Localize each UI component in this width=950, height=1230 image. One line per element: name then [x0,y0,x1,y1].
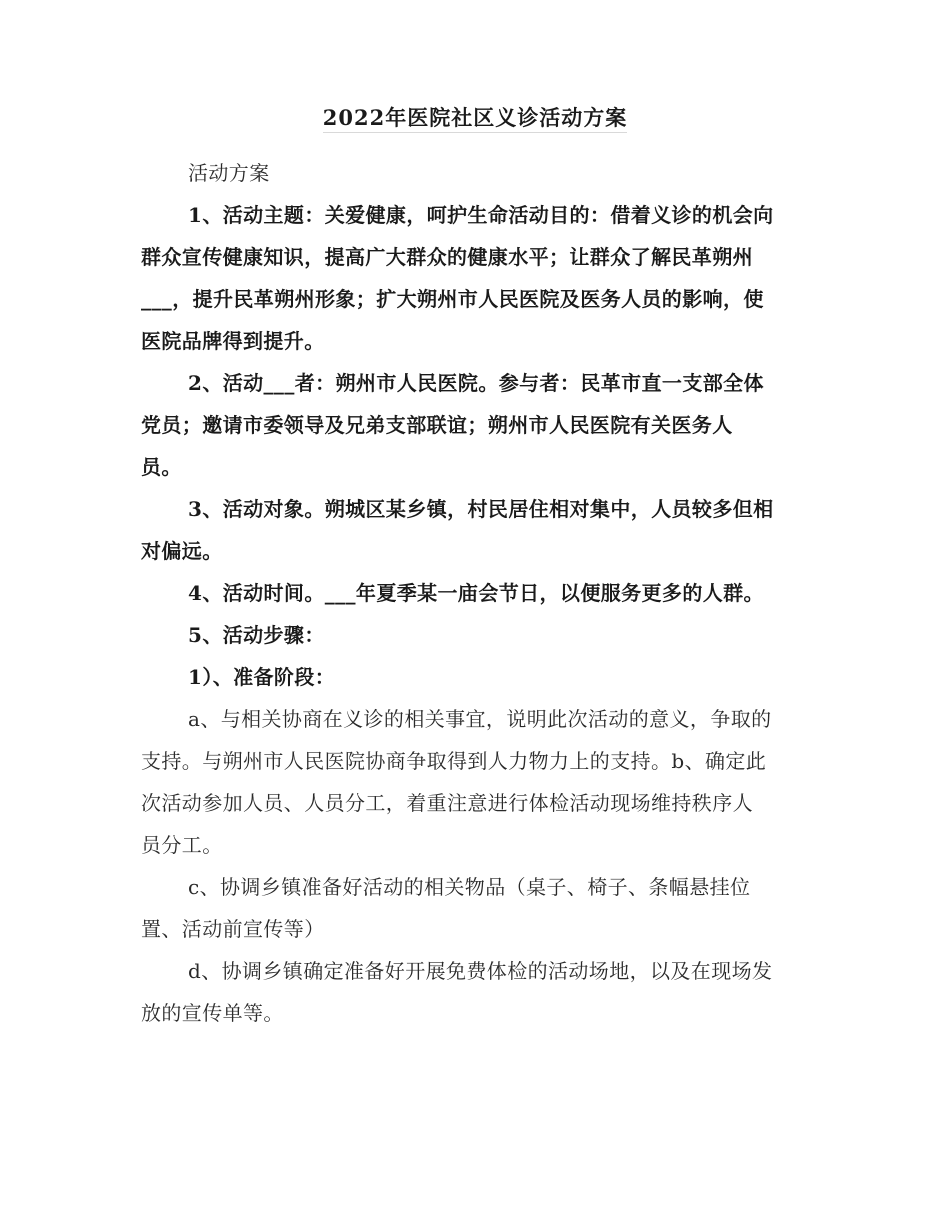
paragraph-line: a、与相关协商在义诊的相关事宜，说明此次活动的意义，争取的 [188,707,772,731]
paragraph-line: ___，提升民革朔州形象；扩大朔州市人民医院及医务人员的影响，使 [141,287,764,311]
paragraph-line: 对偏远。 [141,539,223,563]
document-title-text: 2022年医院社区义诊活动方案 [323,105,627,133]
paragraph-line: 员。 [141,455,182,479]
paragraph-line: 放的宣传单等。 [141,1001,284,1025]
paragraph-line: 医院品牌得到提升。 [141,329,325,353]
paragraph-line: d、协调乡镇确定准备好开展免费体检的活动场地，以及在现场发 [188,959,773,983]
paragraph-line: 4、活动时间。___年夏季某一庙会节日，以便服务更多的人群。 [188,581,764,605]
paragraph-line: 2、活动___者：朔州市人民医院。参与者：民革市直一支部全体 [188,371,764,395]
paragraph-line: 1）、准备阶段： [188,665,336,689]
paragraph-line: 3、活动对象。朔城区某乡镇，村民居住相对集中，人员较多但相 [188,497,774,521]
section-heading: 活动方案 [188,161,270,185]
document-title [0,100,950,136]
paragraph-line: 员分工。 [141,833,223,857]
paragraph-line: 党员；邀请市委领导及兄弟支部联谊；朔州市人民医院有关医务人 [141,413,733,437]
paragraph-line: 支持。与朔州市人民医院协商争取得到人力物力上的支持。b、确定此 [141,749,767,773]
paragraph-line: 5、活动步骤： [188,623,325,647]
paragraph-line: 1、活动主题：关爱健康，呵护生命活动目的：借着义诊的机会向 [188,203,774,227]
paragraph-line: 置、活动前宣传等） [141,917,325,941]
paragraph-line: 群众宣传健康知识，提高广大群众的健康水平；让群众了解民革朔州 [141,245,753,269]
paragraph-line: c、协调乡镇准备好活动的相关物品（桌子、椅子、条幅悬挂位 [188,875,751,899]
paragraph-line: 次活动参加人员、人员分工，着重注意进行体检活动现场维持秩序人 [141,791,753,815]
